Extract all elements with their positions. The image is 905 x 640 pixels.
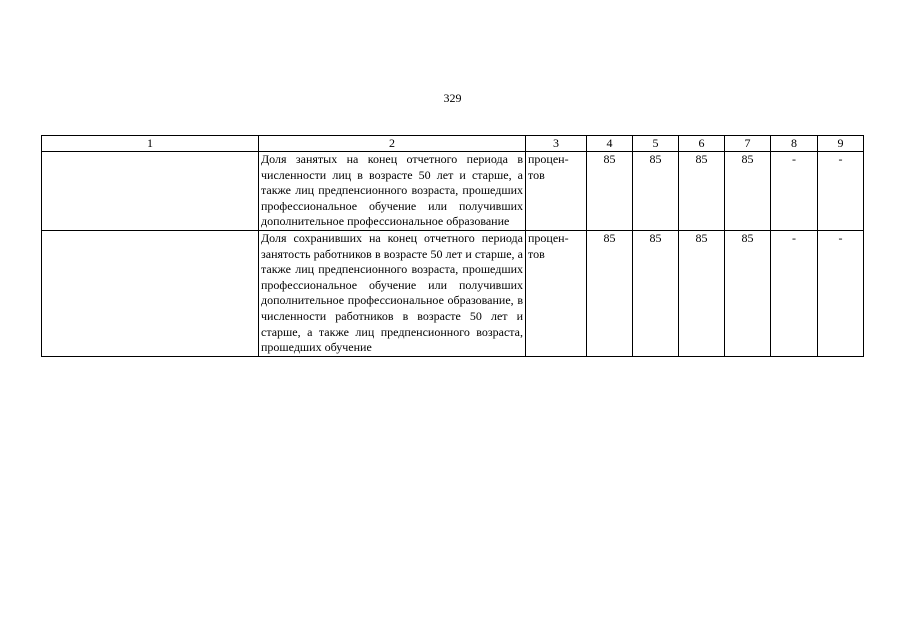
indicator-description: Доля сохранивших на конец отчетного периода занятость работников в возрасте 50 лет и старше, а также лиц предпенсионного возраста, прошедших профессиональное обучение или получивших дополнительное профессиональное образование, в численности работников в возрасте 50 лет и старше, а также лиц предпенсионного возраста, прошедших обучение: [259, 230, 526, 356]
column-header: 4: [587, 136, 633, 152]
column-header: 5: [633, 136, 679, 152]
value-cell: -: [771, 152, 818, 231]
value-cell: 85: [679, 230, 725, 356]
header-row: [42, 136, 864, 152]
table-row: [42, 152, 864, 231]
value-cell: -: [771, 230, 818, 356]
indicator-description: Доля занятых на конец отчетного периода в численности лиц в возрасте 50 лет и старше, а также лиц предпенсионного возраста, прошедших профессиональное обучение или получивших дополнительное профессиональное образование: [259, 152, 526, 231]
page-number: 329: [443, 91, 462, 105]
indicators-table: [41, 135, 864, 357]
value-cell: 85: [633, 152, 679, 231]
value-cell: 85: [725, 152, 771, 231]
row-index-cell: [42, 152, 259, 231]
unit-cell: процен- тов: [526, 230, 587, 356]
column-header: 7: [725, 136, 771, 152]
column-header: 6: [679, 136, 725, 152]
value-cell: 85: [679, 152, 725, 231]
row-index-cell: [42, 230, 259, 356]
column-header: 3: [526, 136, 587, 152]
value-cell: -: [818, 152, 864, 231]
unit-cell: процен- тов: [526, 152, 587, 231]
table-row: [42, 230, 864, 356]
value-cell: 85: [633, 230, 679, 356]
column-header: 9: [818, 136, 864, 152]
value-cell: 85: [587, 230, 633, 356]
value-cell: 85: [725, 230, 771, 356]
value-cell: -: [818, 230, 864, 356]
column-header: 2: [259, 136, 526, 152]
column-header: 8: [771, 136, 818, 152]
column-header: 1: [42, 136, 259, 152]
value-cell: 85: [587, 152, 633, 231]
